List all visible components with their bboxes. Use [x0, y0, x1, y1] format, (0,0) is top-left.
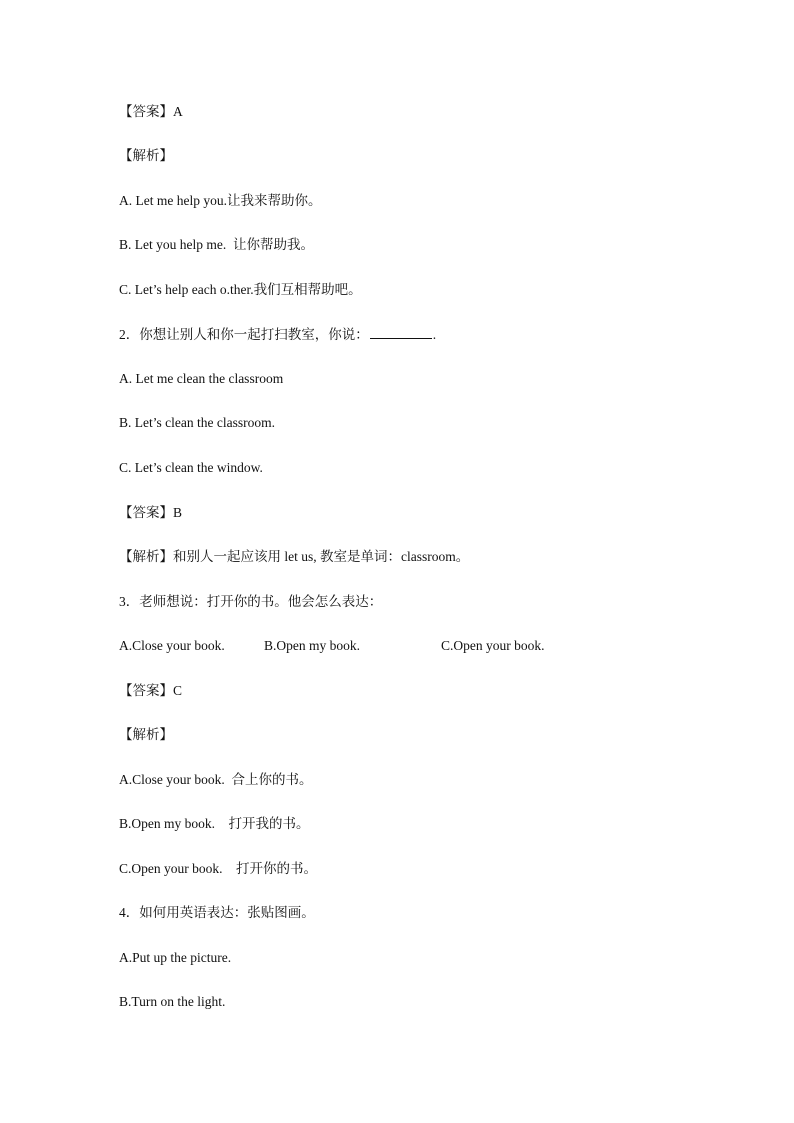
question-4-option-b: B.Turn on the light. [119, 994, 226, 1009]
analysis-3-option-c: C.Open your book. 打开你的书。 [119, 861, 317, 876]
analysis-1-heading: 【解析】 [119, 148, 173, 163]
answer-1: 【答案】A [119, 104, 183, 119]
question-4-option-a: A.Put up the picture. [119, 950, 232, 965]
question-2-option-c: C. Let’s clean the window. [119, 460, 263, 475]
analysis-1-option-a: A. Let me help you.让我来帮助你。 [119, 193, 322, 208]
answer-3: 【答案】C [119, 683, 183, 698]
question-3-option-b: B.Open my book. [264, 638, 360, 653]
question-4: 4．如何用英语表达：张贴图画。 [119, 905, 315, 920]
question-2 [119, 326, 436, 343]
answer-blank [370, 326, 432, 339]
analysis-2: 【解析】和别人一起应该用 let us, 教室是单词：classroom。 [119, 549, 470, 564]
analysis-3-option-b: B.Open my book. 打开我的书。 [119, 816, 310, 831]
question-2-text: 2．你想让别人和你一起打扫教室，你说： [119, 327, 369, 342]
analysis-1-option-c: C. Let’s help each o.ther.我们互相帮助吧。 [119, 282, 362, 297]
question-2-option-b: B. Let’s clean the classroom. [119, 415, 275, 430]
question-3-option-c: C.Open your book. [441, 638, 545, 653]
question-2-period: . [432, 327, 437, 342]
question-2-option-a: A. Let me clean the classroom [119, 371, 284, 386]
analysis-1-option-b: B. Let you help me. 让你帮助我。 [119, 237, 314, 252]
analysis-3-heading: 【解析】 [119, 727, 173, 742]
question-3: 3．老师想说：打开你的书。他会怎么表达： [119, 594, 383, 609]
answer-2: 【答案】B [119, 505, 183, 520]
analysis-3-option-a: A.Close your book. 合上你的书。 [119, 772, 313, 787]
question-3-option-a: A.Close your book. [119, 638, 225, 653]
